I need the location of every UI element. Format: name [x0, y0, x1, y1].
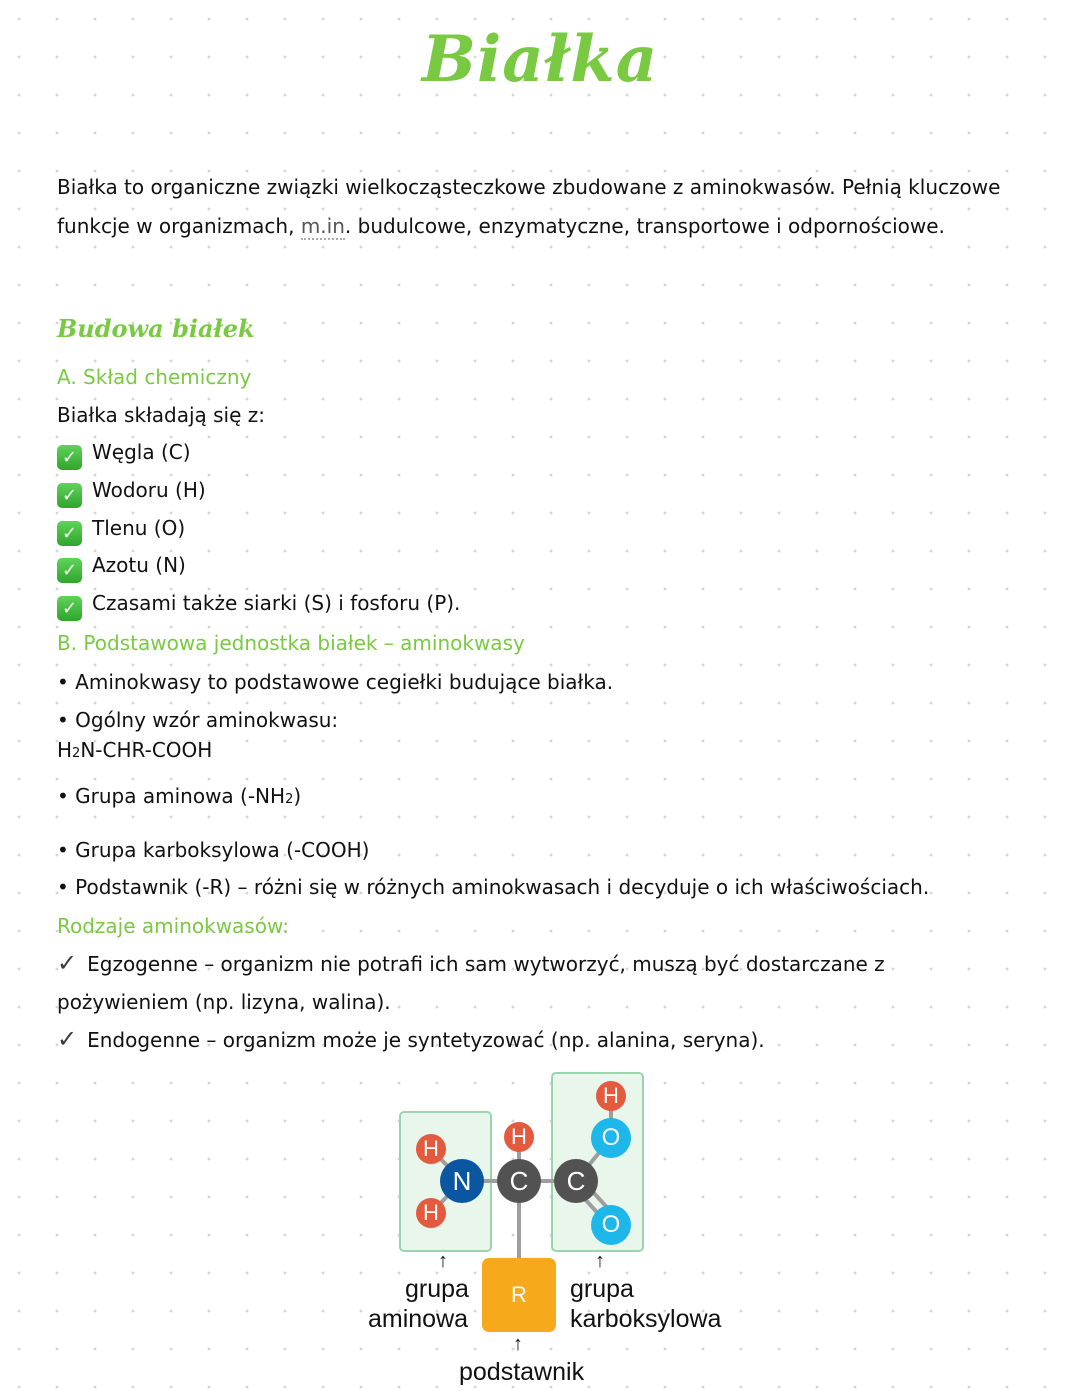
types-item-endogenous: ✓ Endogenne – organizm może je syntetyzować (np. alanina, seryna).	[57, 1025, 765, 1053]
hydrogen-atom: H	[504, 1122, 534, 1152]
arrow-up-icon: ↑	[438, 1250, 448, 1272]
carbon-atom: C	[497, 1159, 541, 1203]
checkmark-icon: ✓	[57, 949, 78, 977]
label-carboxyl-group: karboksylowa	[570, 1305, 722, 1333]
element-item: ✓ Czasami także siarki (S) i fosforu (P).	[57, 584, 460, 622]
label-carboxyl-group: grupa	[570, 1275, 634, 1303]
section-a-heading: A. Skład chemiczny	[57, 365, 252, 389]
arrow-up-icon: ↑	[595, 1250, 605, 1272]
check-box-icon: ✓	[57, 445, 82, 470]
element-item: ✓ Tlenu (O)	[57, 509, 185, 547]
abbreviation-link[interactable]: m.in	[300, 213, 345, 238]
arrow-up-icon: ↑	[513, 1333, 523, 1355]
bullet-item: • Aminokwasy to podstawowe cegiełki budujące białka.	[57, 670, 614, 694]
check-box-icon: ✓	[57, 596, 82, 621]
intro-text-end: . budulcowe, enzymatyczne, transportowe i odpornościowe.	[344, 213, 945, 238]
bullet-item: • Ogólny wzór aminokwasu:	[57, 708, 339, 732]
hydrogen-atom: H	[416, 1198, 446, 1228]
types-item-exogenous: ✓ Egzogenne – organizm nie potrafi ich sam wytworzyć, muszą być dostarczane z	[57, 949, 885, 977]
checkmark-icon: ✓	[57, 1025, 78, 1053]
bullet-item: • Grupa aminowa (-NH2)	[57, 784, 302, 808]
r-group-box: R	[482, 1258, 556, 1332]
oxygen-atom: O	[591, 1118, 631, 1158]
section-b-heading: B. Podstawowa jednostka białek – aminokwasy	[57, 631, 525, 655]
oxygen-atom: O	[591, 1205, 631, 1245]
label-r-group: podstawnik	[459, 1358, 585, 1386]
carbon-atom: C	[554, 1159, 598, 1203]
label-amino-group: grupa	[405, 1275, 469, 1303]
element-item: ✓ Węgla (C)	[57, 433, 191, 471]
check-box-icon: ✓	[57, 483, 82, 508]
label-amino-group: aminowa	[368, 1305, 469, 1333]
check-box-icon: ✓	[57, 558, 82, 583]
section-heading: Budowa białek	[57, 314, 255, 343]
bullet-item: • Grupa karboksylowa (-COOH)	[57, 838, 370, 862]
element-item: ✓ Wodoru (H)	[57, 471, 206, 509]
types-item-exogenous-cont: pożywieniem (np. lizyna, walina).	[57, 990, 391, 1014]
check-box-icon: ✓	[57, 521, 82, 546]
intro-text: Białka to organiczne związki wielkocząsteczkowe zbudowane z aminokwasów. Pełnią kluczowe funkcje w organizmach,	[57, 175, 1001, 238]
types-heading: Rodzaje aminokwasów:	[57, 914, 289, 938]
hydrogen-atom: H	[596, 1081, 626, 1111]
nitrogen-atom: N	[440, 1159, 484, 1203]
element-item: ✓ Azotu (N)	[57, 546, 186, 584]
formula: H2N-CHR-COOH	[57, 738, 213, 762]
section-a-lead: Białka składają się z:	[57, 403, 265, 427]
hydrogen-atom: H	[416, 1134, 446, 1164]
bullet-item: • Podstawnik (-R) – różni się w różnych aminokwasach i decyduje o ich właściwościach.	[57, 875, 930, 899]
page-title: Białka	[421, 22, 659, 97]
